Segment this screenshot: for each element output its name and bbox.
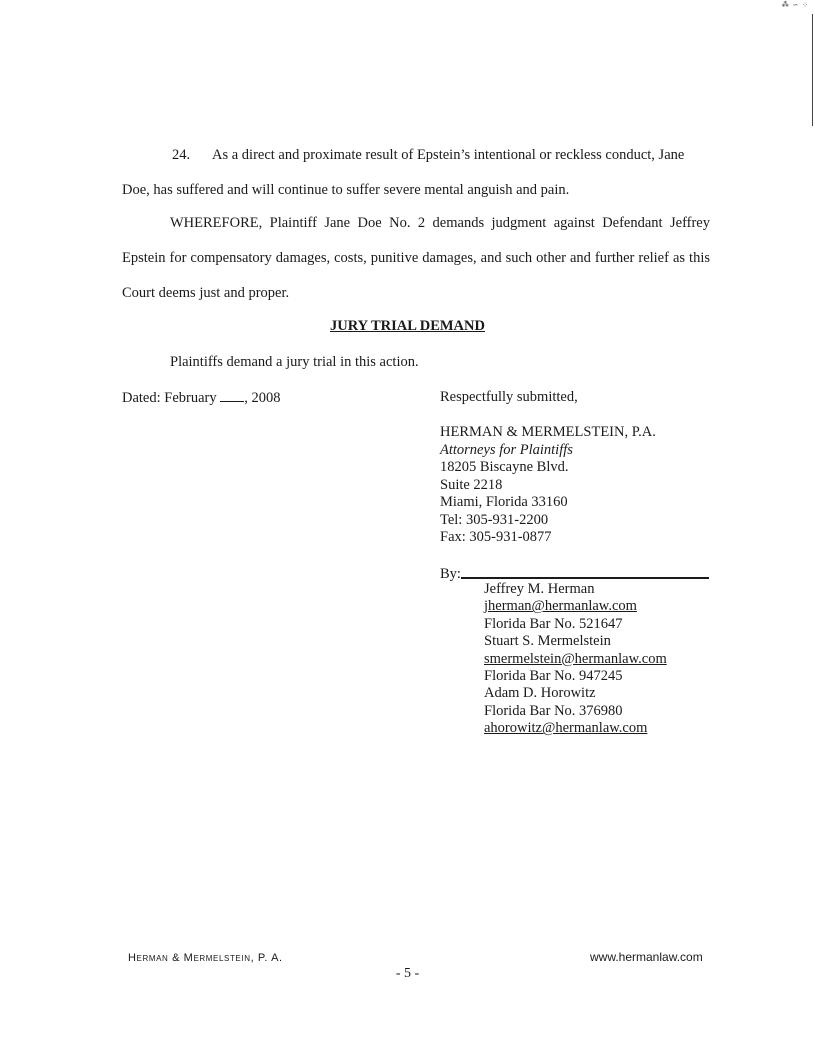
dated-line [122, 389, 281, 407]
scan-edge-line [812, 14, 813, 126]
paragraph-24 [122, 138, 710, 208]
scan-corner-mark: ⁂ ∽ ⁘ [781, 1, 809, 9]
signatory-bar-number: Florida Bar No. 521647 [484, 615, 623, 632]
firm-fax: Fax: 305-931-0877 [440, 529, 552, 545]
paragraph-number: 24. [172, 147, 191, 163]
signatory-email-link[interactable]: smermelstein@hermanlaw.com [484, 650, 667, 667]
signatory-email-link[interactable]: jherman@hermanlaw.com [484, 598, 637, 615]
footer-website-link[interactable]: www.hermanlaw.com [590, 950, 703, 964]
firm-address-1: 18205 Biscayne Blvd. [440, 459, 569, 475]
respectfully-submitted: Respectfully submitted, [440, 389, 578, 405]
signatory-bar-number: Florida Bar No. 947245 [484, 668, 623, 685]
jury-demand-text: Plaintiffs demand a jury trial in this action. [170, 354, 419, 370]
firm-block [440, 424, 656, 547]
scan-artifact [440, 2, 640, 8]
signatory-name: Stuart S. Mermelstein [484, 633, 611, 650]
firm-name: HERMAN & MERMELSTEIN, P.A. [440, 424, 656, 440]
signatory-bar-number: Florida Bar No. 376980 [484, 702, 623, 719]
date-blank [220, 389, 244, 402]
firm-city: Miami, Florida 33160 [440, 494, 568, 510]
paragraph-24-text: As a direct and proximate result of Epstein’s intentional or reckless conduct, Jane Doe, has suffered and will continue to suffer severe mental anguish and pain. [122, 147, 685, 198]
page-number: - 5 - [395, 966, 420, 981]
firm-role: Attorneys for Plaintiffs [440, 441, 573, 458]
firm-tel: Tel: 305-931-2200 [440, 511, 549, 528]
signatory-email-link[interactable]: ahorowitz@hermanlaw.com [484, 720, 648, 737]
jury-trial-heading: JURY TRIAL DEMAND [330, 318, 485, 334]
signatory-name: Adam D. Horowitz [484, 685, 596, 702]
by-label: By: [440, 566, 461, 582]
dated-year: , 2008 [244, 390, 281, 406]
signature-line [461, 577, 709, 579]
wherefore-paragraph: WHEREFORE, Plaintiff Jane Doe No. 2 demands judgment against Defendant Jeffrey Epstein for compensatory damages, costs, punitive damages, and such other and further relief as this Court deems just and proper. [122, 215, 710, 301]
signatory-block [484, 581, 667, 738]
footer-firm-name: Herman & Mermelstein, P. A. [128, 952, 283, 964]
signatory-name: Jeffrey M. Herman [484, 581, 595, 597]
dated-prefix: Dated: February [122, 390, 217, 406]
firm-address-2: Suite 2218 [440, 476, 503, 493]
